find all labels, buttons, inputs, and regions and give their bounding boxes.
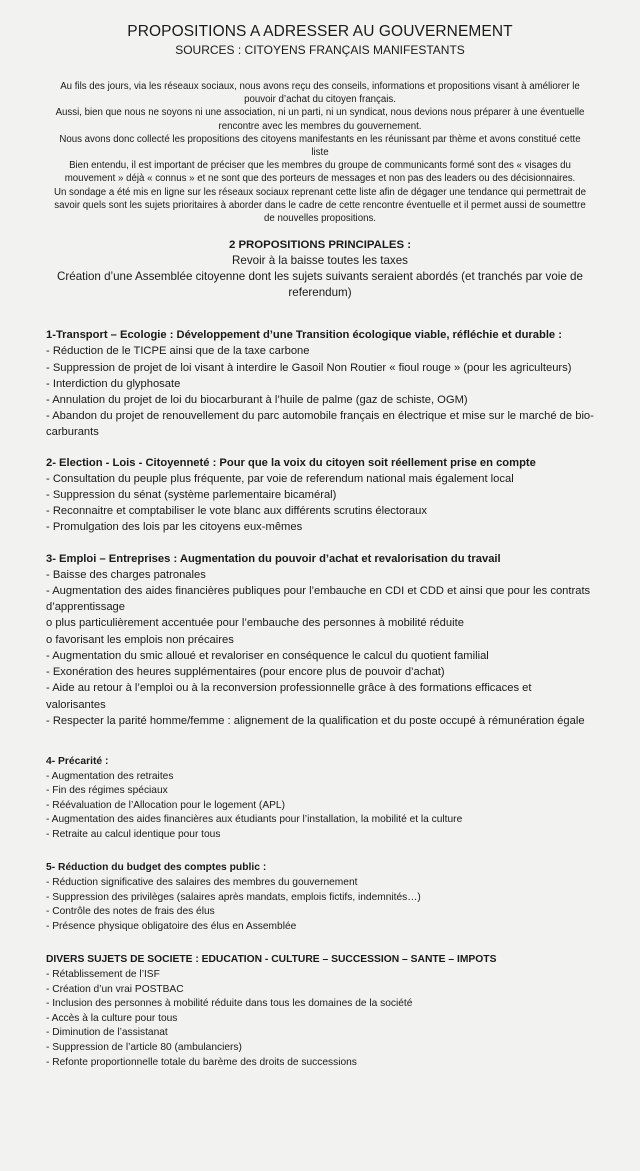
list-item: - Suppression de projet de loi visant à interdire le Gasoil Non Routier « fioul rouge » (pour les agriculteurs) (46, 361, 572, 374)
intro-block (46, 80, 594, 225)
list-item: - Suppression du sénat (système parlementaire bicaméral) (46, 489, 337, 502)
list-item: - Réduction de le TICPE ainsi que de la taxe carbone (46, 345, 310, 358)
intro-paragraph: Nous avons donc collecté les propositions des citoyens manifestants en les réunissant par thème et avons constitué cette liste (59, 133, 581, 159)
main-proposals-heading: 2 PROPOSITIONS PRINCIPALES : (228, 239, 412, 252)
section-title: 1-Transport – Ecologie : Développement d’une Transition écologique viable, réfléchie et durable : (46, 329, 562, 342)
list-item: o favorisant les emplois non précaires (46, 633, 234, 646)
list-item: - Retraite au calcul identique pour tous (46, 828, 221, 840)
main-proposal-item: Création d’une Assemblée citoyenne dont les sujets suivants seraient abordés (et tranchés par voie de referendum) (57, 270, 583, 300)
intro-paragraph: Bien entendu, il est important de préciser que les membres du groupe de communicants formé sont des « visages du mouvement » déjà « connus » et ne sont que des porteurs de messages et non pas des leaders ou des décisionnaires. (64, 160, 576, 185)
list-item: - Fin des régimes spéciaux (46, 785, 168, 797)
list-item: - Inclusion des personnes à mobilité réduite dans tous les domaines de la société (46, 998, 413, 1010)
section-title: DIVERS SUJETS DE SOCIETE : EDUCATION - CULTURE – SUCCESSION – SANTE – IMPOTS (46, 954, 497, 966)
main-proposal-item: Revoir à la baisse toutes les taxes (232, 254, 408, 268)
list-item: - Augmentation des aides financières aux étudiants pour l’installation, la mobilité et la culture (46, 814, 463, 826)
list-item: - Refonte proportionnelle totale du barème des droits de successions (46, 1056, 357, 1068)
section-title: 3- Emploi – Entreprises : Augmentation du pouvoir d’achat et revalorisation du travail (46, 552, 501, 565)
intro-paragraph: Aussi, bien que nous ne soyons ni une association, ni un parti, ni un syndicat, nous devions nous préparer à une éventuelle rencontre avec les membres du gouvernement. (55, 107, 585, 132)
section-list (46, 968, 594, 1070)
section-list (46, 471, 594, 536)
main-proposals (46, 237, 594, 301)
list-item: - Consultation du peuple plus fréquente, par voie de referendum national mais également local (46, 472, 514, 485)
list-item: - Suppression des privilèges (salaires après mandats, emplois fictifs, indemnités…) (46, 891, 421, 903)
section-title: 5- Réduction du budget des comptes public : (46, 862, 267, 874)
list-item: - Contrôle des notes de frais des élus (46, 906, 215, 918)
list-item: - Annulation du projet de loi du biocarburant à l’huile de palme (gaz de schiste, OGM) (46, 394, 468, 407)
list-item: - Interdiction du glyphosate (46, 377, 181, 390)
intro-paragraph: Un sondage a été mis en ligne sur les réseaux sociaux reprenant cette liste afin de dégager une tendance qui permettrait de savoir quels sont les sujets prioritaires à aborder dans le cadre de cette rencontre éventuelle et il permet aussi de soumettre de nouvelles propositions. (53, 186, 587, 225)
list-item: - Augmentation des aides financières publiques pour l’embauche en CDI et CDD et ainsi que pour les contrats d’apprentissage (46, 585, 591, 614)
list-item: - Diminution de l’assistanat (46, 1027, 168, 1039)
list-item: - Réévaluation de l’Allocation pour le logement (APL) (46, 799, 285, 811)
section-list (46, 876, 594, 934)
section-title: 2- Election - Lois - Citoyenneté : Pour que la voix du citoyen soit réellement prise en compte (46, 456, 536, 469)
list-item: - Réduction significative des salaires des membres du gouvernement (46, 877, 358, 889)
section-precarite (46, 755, 594, 843)
section-budget-comptes-public (46, 861, 594, 934)
list-item: - Abandon du projet de renouvellement du parc automobile français en électrique et mise sur le marché de bio-carburants (46, 410, 594, 439)
list-item: o plus particulièrement accentuée pour l’embauche des personnes à mobilité réduite (46, 617, 464, 630)
list-item: - Rétablissement de l’ISF (46, 969, 160, 981)
section-list (46, 343, 594, 440)
list-item: - Reconnaitre et comptabiliser le vote blanc aux différents scrutins électoraux (46, 505, 427, 518)
list-item: - Respecter la parité homme/femme : alignement de la qualification et du poste occupé à rémunération égale (46, 714, 585, 727)
section-list (46, 567, 594, 729)
list-item: - Augmentation des retraites (46, 770, 174, 782)
list-item: - Création d’un vrai POSTBAC (46, 983, 184, 995)
list-item: - Suppression de l’article 80 (ambulanciers) (46, 1042, 242, 1053)
list-item: - Aide au retour à l’emploi ou à la reconversion professionnelle grâce à des formations efficaces et valorisantes (46, 682, 532, 711)
document-subtitle: SOURCES : CITOYENS FRANÇAIS MANIFESTANTS (175, 43, 465, 57)
section-title: 4- Précarité : (46, 755, 109, 767)
list-item: - Baisse des charges patronales (46, 568, 206, 581)
list-item: - Promulgation des lois par les citoyens eux-mêmes (46, 521, 303, 534)
document-title: PROPOSITIONS A ADRESSER AU GOUVERNEMENT (127, 23, 513, 40)
list-item: - Augmentation du smic alloué et revaloriser en conséquence le calcul du quotient familial (46, 649, 489, 662)
section-emploi-entreprises (46, 551, 594, 729)
list-item: - Exonération des heures supplémentaires (pour encore plus de pouvoir d’achat) (46, 666, 445, 679)
list-item: - Accès à la culture pour tous (46, 1012, 178, 1024)
section-list (46, 770, 594, 843)
section-election-lois (46, 455, 594, 536)
section-divers-sujets (46, 953, 594, 1070)
intro-paragraph: Au fils des jours, via les réseaux sociaux, nous avons reçu des conseils, informations et propositions visant à améliorer le pouvoir d’achat du citoyen français. (60, 81, 580, 106)
section-transport-ecologie (46, 327, 594, 440)
list-item: - Présence physique obligatoire des élus en Assemblée (46, 920, 297, 932)
